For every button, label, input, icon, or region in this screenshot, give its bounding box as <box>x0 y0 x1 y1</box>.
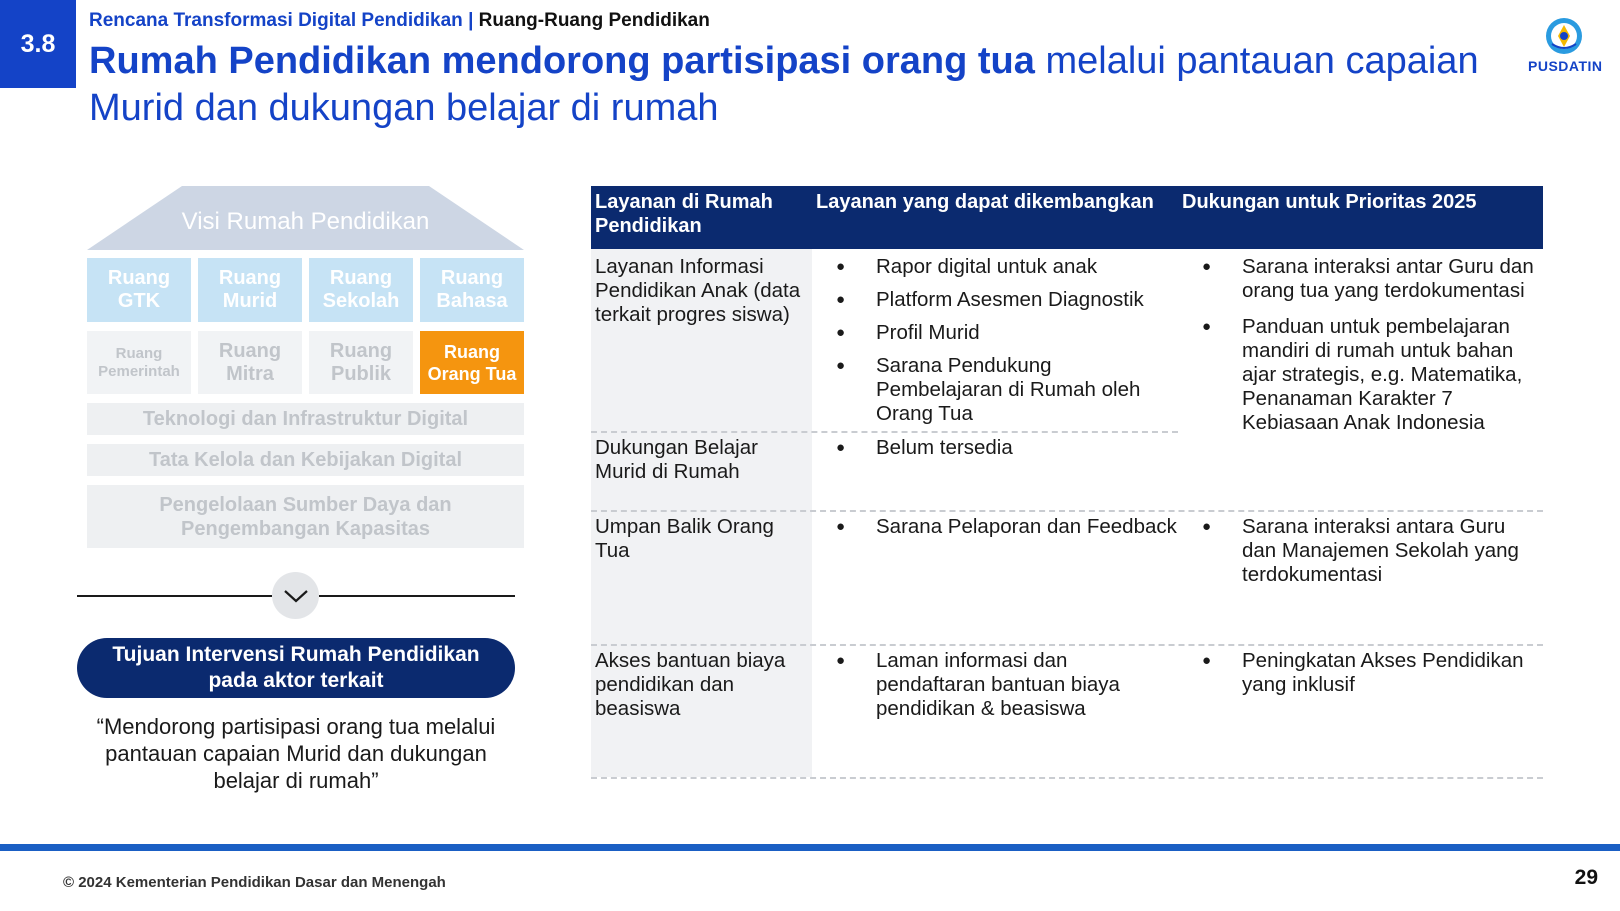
develop-cell <box>812 649 1178 730</box>
service-cell: Umpan Balik Orang Tua <box>595 515 774 562</box>
chevron-down-icon <box>272 572 319 619</box>
support-cell <box>1178 515 1543 596</box>
support-cell <box>1178 255 1543 444</box>
tut-wuri-handayani-emblem-icon <box>1544 16 1584 56</box>
support-item: ● Peningkatan Akses Pendidikan yang inklusif <box>1178 649 1543 697</box>
develop-item: ● Laman informasi dan pendaftaran bantuan biaya pendidikan & beasiswa <box>812 649 1178 721</box>
row-separator <box>591 644 1543 646</box>
develop-cell <box>812 255 1178 435</box>
room-orang-tua: Ruang Orang Tua <box>420 331 524 394</box>
room-bahasa: Ruang Bahasa <box>420 258 524 322</box>
divider-right <box>319 595 515 597</box>
breadcrumb-main: Rencana Transformasi Digital Pendidikan <box>89 10 463 31</box>
room-sekolah: Ruang Sekolah <box>309 258 413 322</box>
develop-item: ● Profil Murid <box>812 321 1178 345</box>
support-item: ● Panduan untuk pembelajaran mandiri di rumah untuk bahan ajar strategis, e.g. Matematika, Penanaman Karakter 7 Kebiasaan Anak Indonesia <box>1178 315 1543 435</box>
roof-label: Visi Rumah Pendidikan <box>181 208 430 235</box>
develop-item: ● Belum tersedia <box>812 436 1178 460</box>
page-title-bold: Rumah Pendidikan mendorong partisipasi orang tua <box>89 40 1035 82</box>
room-murid: Ruang Murid <box>198 258 302 322</box>
page-number: 29 <box>1574 866 1598 889</box>
develop-item: ● Sarana Pelaporan dan Feedback <box>812 515 1178 539</box>
row-separator <box>591 510 1543 512</box>
layer-tata-kelola: Tata Kelola dan Kebijakan Digital <box>87 444 524 476</box>
layer-pengelolaan: Pengelolaan Sumber Daya dan Pengembangan Kapasitas <box>87 485 524 548</box>
support-item: ● Sarana interaksi antar Guru dan orang tua yang terdokumentasi <box>1178 255 1543 303</box>
pusdatin-logo <box>1528 16 1603 80</box>
room-mitra: Ruang Mitra <box>198 331 302 394</box>
copyright: © 2024 Kementerian Pendidikan Dasar dan Menengah <box>63 874 446 891</box>
page-title-regular: melalui pantauan capaian Murid dan dukungan belajar di rumah <box>89 40 1479 129</box>
goal-quote: “Mendorong partisipasi orang tua melalui pantauan capaian Murid dan dukungan belajar di rumah” <box>96 714 496 793</box>
room-pemerintah: Ruang Pemerintah <box>87 331 191 394</box>
table-header-service: Layanan di Rumah Pendidikan <box>591 186 812 249</box>
divider-left <box>77 595 272 597</box>
table-header-develop: Layanan yang dapat dikembangkan <box>812 186 1178 249</box>
support-cell <box>1178 649 1543 706</box>
service-cell: Akses bantuan biaya pendidikan dan beasiswa <box>595 649 786 720</box>
logo-text: PUSDATIN <box>1528 58 1603 74</box>
develop-item: ● Rapor digital untuk anak <box>812 255 1178 279</box>
section-number-badge: 3.8 <box>0 0 76 88</box>
breadcrumb-separator: | <box>468 10 474 31</box>
room-publik: Ruang Publik <box>309 331 413 394</box>
develop-cell <box>812 515 1178 548</box>
breadcrumb-sub: Ruang-Ruang Pendidikan <box>478 10 710 31</box>
breadcrumb <box>89 10 710 32</box>
service-cell: Layanan Informasi Pendidikan Anak (data terkait progres siswa) <box>595 255 801 326</box>
support-item: ● Sarana interaksi antara Guru dan Manajemen Sekolah yang terdokumentasi <box>1178 515 1543 587</box>
develop-item: ● Platform Asesmen Diagnostik <box>812 288 1178 312</box>
room-gtk: Ruang GTK <box>87 258 191 322</box>
table-header-support: Dukungan untuk Prioritas 2025 <box>1178 186 1543 249</box>
layer-teknologi: Teknologi dan Infrastruktur Digital <box>87 403 524 435</box>
row-separator <box>591 777 1543 779</box>
service-cell: Dukungan Belajar Murid di Rumah <box>595 436 758 483</box>
develop-cell <box>812 436 1178 469</box>
goal-label: Tujuan Intervensi Rumah Pendidikan pada aktor terkait <box>77 638 515 698</box>
footer-bar <box>0 844 1620 851</box>
develop-item: ● Sarana Pendukung Pembelajaran di Rumah oleh Orang Tua <box>812 354 1178 426</box>
page-title <box>89 38 1519 132</box>
